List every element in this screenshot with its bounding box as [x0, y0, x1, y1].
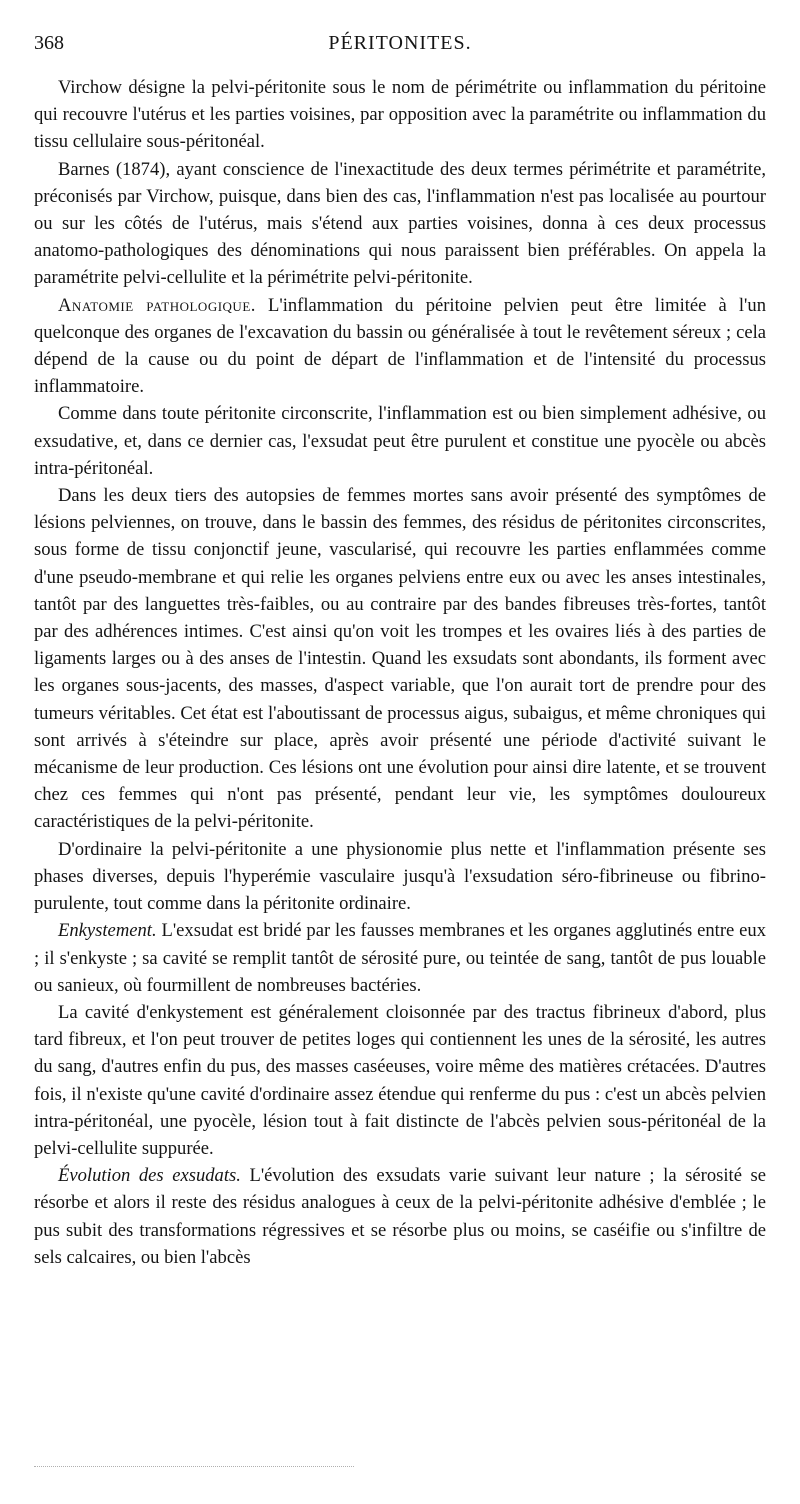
- paragraph-text: L'inflammation du péritoine pelvien peut être limitée à l'un quelconque des organes de l'excavation du bassin ou généralisée à tout le revêtement séreux ; cela dépend de la cause ou du point de départ de l'inflammation et de l'intensité du processus inflammatoire.: [34, 294, 766, 398]
- paragraph-cavite: [34, 999, 766, 1162]
- footer-rule: [34, 1466, 354, 1467]
- paragraph-evolution: [34, 1162, 766, 1271]
- book-page: [34, 30, 766, 1271]
- running-head: [34, 30, 766, 56]
- paragraph-barnes: [34, 156, 766, 292]
- paragraph-text: Comme dans toute péritonite circonscrite, l'inflammation est ou bien simplement adhésive, ou exsudative, et, dans ce dernier cas, l'exsudat peut être purulent et constitue une pyocèle ou abcès intra-péritonéal.: [34, 403, 766, 479]
- paragraph-text: L'évolution des exsudats varie suivant leur nature ; la sérosité se résorbe et alors il reste des résidus analogues à ceux de la pelvi-péritonite adhésive d'emblée ; le pus subit des transformations régressives et se résorbe plus ou moins, se caséifie ou s'infiltre de sels calcaires, ou bien l'abcès: [34, 1165, 766, 1268]
- section-heading-anatomie: Anatomie pathologique.: [58, 294, 256, 316]
- paragraph-text: L'exsudat est bridé par les fausses membranes et les organes agglutinés entre eux ; il s'enkyste ; sa cavité se remplit tantôt de sérosité pure, ou teintée de sang, tantôt de pus louable ou sanieux, où fourmillent de nombreuses bactéries.: [34, 920, 766, 996]
- paragraph-text: Barnes (1874), ayant conscience de l'inexactitude des deux termes périmétrite et paramétrite, préconisés par Virchow, puisque, dans bien des cas, l'inflammation n'est pas localisée au pourtour ou sur les côtés de l'utérus, mais s'étend aux parties voisines, donna à ces deux processus anatomo-pathologiques des dénominations qui nous paraissent bien préférables. On appela la paramétrite pelvi-cellulite et la périmétrite pelvi-péritonite.: [34, 158, 766, 289]
- page-number: 368: [34, 32, 64, 54]
- running-title: PÉRITONITES.: [328, 32, 472, 54]
- section-heading-enkystement: Enkystement.: [58, 920, 157, 942]
- paragraph-peritonite-circonscrite: [34, 400, 766, 482]
- paragraph-enkystement: [34, 917, 766, 999]
- paragraph-anatomie: [34, 292, 766, 401]
- paragraph-text: D'ordinaire la pelvi-péritonite a une physionomie plus nette et l'inflammation présente ses phases diverses, depuis l'hyperémie vasculaire jusqu'à l'exsudation séro-fibrineuse ou fibrino-purulente, tout comme dans la péritonite ordinaire.: [34, 838, 766, 915]
- body-text: [34, 74, 766, 1271]
- section-heading-evolution: Évolution des exsudats.: [58, 1165, 241, 1187]
- paragraph-physionomie: [34, 836, 766, 918]
- paragraph-text: Virchow désigne la pelvi-péritonite sous le nom de périmétrite ou inflammation du péritoine qui recouvre l'utérus et les parties voisines, par opposition avec la paramétrite ou inflammation du tissu cellulaire sous-péritonéal.: [34, 77, 766, 153]
- paragraph-text: Dans les deux tiers des autopsies de femmes mortes sans avoir présenté des symptômes de lésions pelviennes, on trouve, dans le bassin des femmes, des résidus de péritonites circonscrites, sous forme de tissu conjonctif jeune, vascularisé, qui recouvre les parties enflammées comme d'une pseudo-membrane et qui relie les organes pelviens entre eux ou avec les anses intestinales, tantôt par des languettes très-faibles, ou au contraire par des bandes fibreuses très-fortes, tantôt par des adhérences intimes. C'est ainsi qu'on voit les trompes et les ovaires liés à des parties de ligaments larges ou à des anses de l'intestin. Quand les exsudats sont abondants, ils forment avec les organes sous-jacents, des masses, d'aspect variable, que l'on aurait tort de prendre pour des tumeurs véritables. Cet état est l'aboutissant de processus aigus, subaigus, et même chroniques qui sont arrivés à s'éteindre sur place, après avoir présenté une période d'activité suivant le mécanisme de leur production. Ces lésions ont une évolution pour ainsi dire latente, et se trouvent chez ces femmes qui n'ont pas présenté, pendant leur vie, les symptômes douloureux caractéristiques de la pelvi-péritonite.: [34, 485, 766, 833]
- paragraph-autopsies: [34, 482, 766, 836]
- paragraph-virchow: [34, 74, 766, 156]
- paragraph-text: La cavité d'enkystement est généralement cloisonnée par des tractus fibrineux d'abord, plus tard fibreux, et l'on peut trouver de petites loges qui contiennent les unes de la sérosité, les autres du sang, d'autres enfin du pus, des masses caséeuses, voire même des matières crétacées. D'autres fois, il n'existe qu'une cavité d'ordinaire assez étendue qui renferme du pus : c'est un abcès pelvien intra-péritonéal, une pyocèle, lésion tout à fait distincte de l'abcès pelvien sous-péritonéal de la pelvi-cellulite suppurée.: [34, 1001, 766, 1159]
